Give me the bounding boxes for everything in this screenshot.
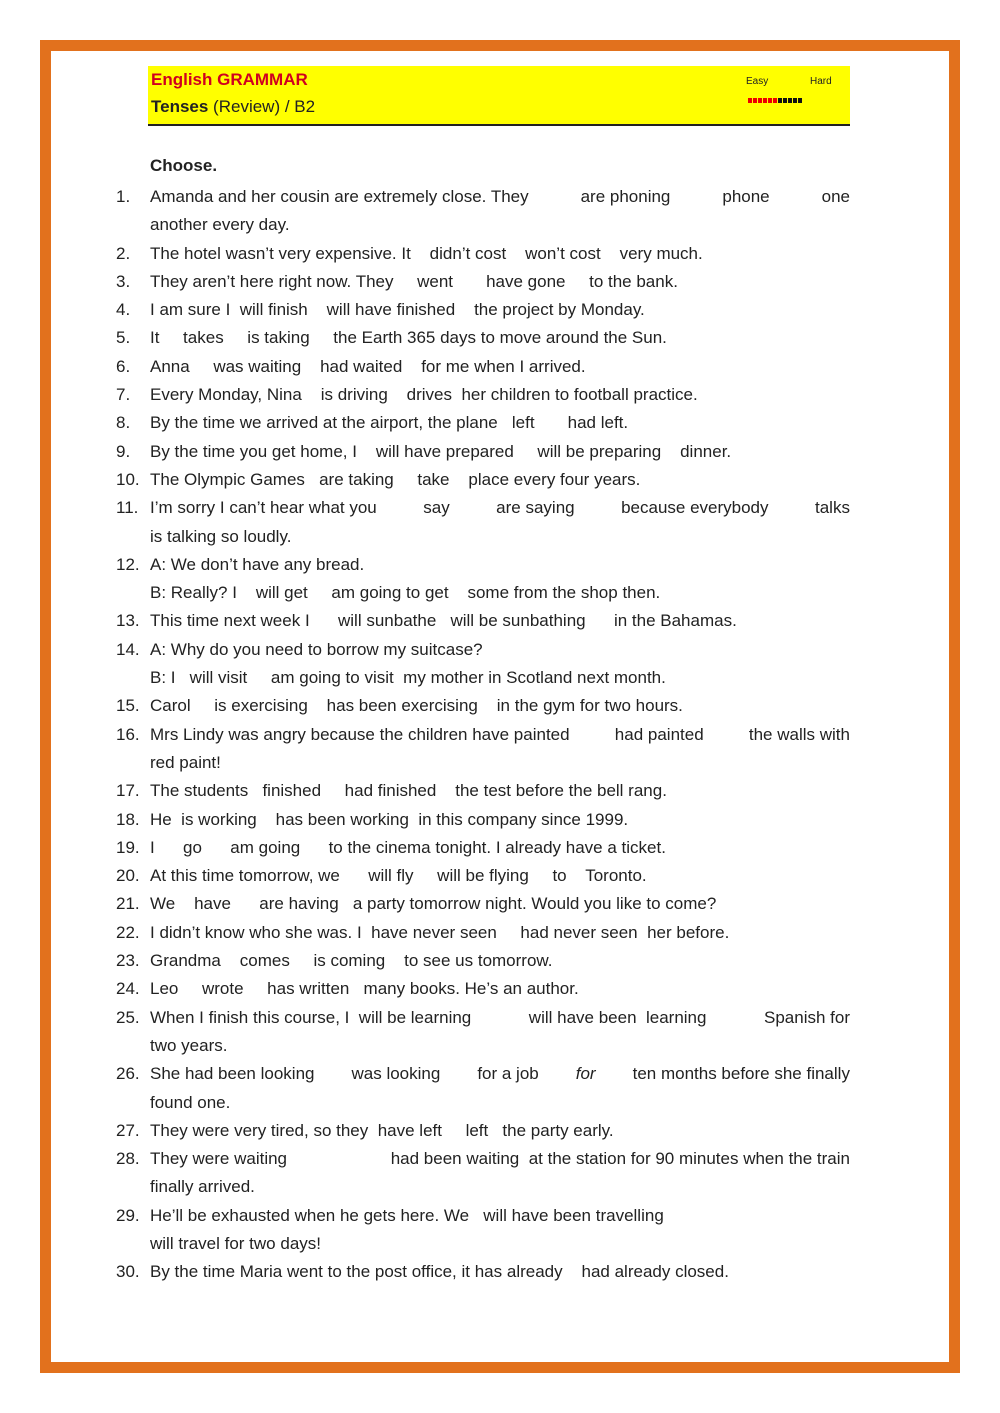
question-segment: She had been looking — [150, 1064, 315, 1084]
question-line — [150, 947, 850, 975]
question-segment: This time next week I will sunbathe will be sunbathing in the Bahamas. — [150, 611, 737, 631]
question-segment: Mrs Lindy was angry because the children have painted — [150, 724, 570, 744]
question-segment: the walls with — [748, 724, 850, 744]
question-number: 8. — [116, 413, 131, 433]
question-text — [150, 777, 850, 805]
question-line — [150, 862, 850, 890]
question-line — [150, 636, 850, 664]
question-text — [150, 438, 850, 466]
question-segment: will have been learning — [528, 1007, 707, 1027]
easy-label: Easy — [746, 76, 769, 87]
question-number: 28. — [116, 1149, 140, 1169]
question-text — [150, 381, 850, 409]
question-segment: phone — [722, 187, 770, 206]
question-item — [116, 296, 850, 324]
question-segment: ten months before she finally — [632, 1064, 850, 1084]
question-line — [150, 551, 850, 579]
question-segment: Carol is exercising has been exercising in the gym for two hours. — [150, 696, 683, 716]
question-segment: are phoning — [580, 187, 671, 206]
question-segment: Grandma comes is coming to see us tomorrow. — [150, 951, 553, 971]
question-segment: By the time Maria went to the post office, it has already had already closed. — [150, 1262, 729, 1282]
question-segment: A: Why do you need to borrow my suitcase? — [150, 639, 483, 659]
question-number: 27. — [116, 1120, 140, 1140]
question-line — [150, 1173, 850, 1201]
question-item — [116, 834, 850, 862]
question-segment: They were very tired, so they have left left the party early. — [150, 1120, 614, 1140]
question-number: 18. — [116, 809, 140, 829]
question-line — [150, 523, 850, 551]
question-line — [150, 1060, 850, 1088]
question-text — [150, 834, 850, 862]
difficulty-square — [768, 98, 772, 103]
question-text — [150, 268, 850, 296]
difficulty-square — [758, 98, 762, 103]
question-segment: Anna was waiting had waited for me when I arrived. — [150, 356, 586, 376]
question-number: 9. — [116, 441, 131, 461]
question-segment: was looking — [351, 1064, 441, 1084]
instruction: Choose. — [150, 156, 218, 175]
question-segment: I go am going to the cinema tonight. I already have a ticket. — [150, 837, 666, 857]
question-line — [150, 579, 850, 607]
question-item — [116, 692, 850, 720]
question-number: 25. — [116, 1007, 140, 1027]
question-item — [116, 183, 850, 240]
question-text — [150, 296, 850, 324]
question-text — [150, 494, 850, 551]
header-subtitle — [151, 97, 315, 117]
question-number: 15. — [116, 696, 140, 716]
question-item — [116, 721, 850, 778]
question-text — [150, 636, 850, 693]
question-line — [150, 1258, 850, 1286]
question-item — [116, 636, 850, 693]
difficulty-scale — [748, 98, 802, 103]
question-number: 11. — [116, 498, 139, 518]
question-segment: had painted — [614, 724, 704, 744]
question-line — [150, 1004, 850, 1032]
header-title: English GRAMMAR — [151, 70, 308, 89]
question-segment: The Olympic Games are taking take place every four years. — [150, 469, 641, 489]
worksheet-header — [148, 66, 850, 126]
question-text — [150, 409, 850, 437]
difficulty-square — [793, 98, 797, 103]
question-item — [116, 1060, 850, 1117]
question-number: 19. — [116, 837, 140, 857]
question-segment: are saying — [496, 498, 575, 518]
question-segment: We have are having a party tomorrow night. Would you like to come? — [150, 894, 717, 914]
question-text — [150, 947, 850, 975]
question-segment: He’ll be exhausted when he gets here. We will have been travelling — [150, 1205, 664, 1225]
question-item — [116, 1145, 850, 1202]
question-item — [116, 1258, 850, 1286]
question-item — [116, 466, 850, 494]
question-line — [150, 494, 850, 522]
question-text — [150, 806, 850, 834]
question-segment: another every day. — [150, 215, 290, 235]
question-line — [150, 806, 850, 834]
question-segment: They aren’t here right now. They went have gone to the bank. — [150, 271, 678, 291]
question-line — [150, 438, 850, 466]
question-number: 1. — [116, 187, 131, 206]
question-segment: found one. — [150, 1092, 231, 1112]
question-line — [150, 1230, 850, 1258]
question-segment: By the time you get home, I will have prepared will be preparing dinner. — [150, 441, 732, 461]
question-text — [150, 1202, 850, 1259]
difficulty-square — [778, 98, 782, 103]
question-number: 7. — [116, 385, 131, 405]
question-item — [116, 353, 850, 381]
question-number: 17. — [116, 781, 140, 801]
question-segment: Every Monday, Nina is driving drives her children to football practice. — [150, 385, 698, 405]
question-line — [150, 353, 850, 381]
question-segment: talks — [814, 498, 850, 518]
question-text — [150, 466, 850, 494]
question-line — [150, 664, 850, 692]
question-line — [150, 607, 850, 635]
question-number: 23. — [116, 951, 140, 971]
question-line — [150, 1032, 850, 1060]
question-segment: will travel for two days! — [150, 1233, 321, 1253]
question-number: 26. — [116, 1064, 140, 1084]
question-line — [150, 975, 850, 1003]
question-item — [116, 975, 850, 1003]
question-text — [150, 919, 850, 947]
question-text — [150, 1060, 850, 1117]
question-segment: had been waiting at the station for 90 minutes when the train — [390, 1149, 850, 1169]
question-number: 5. — [116, 328, 131, 348]
question-text — [150, 1258, 850, 1286]
question-item — [116, 1004, 850, 1061]
question-text — [150, 1004, 850, 1061]
question-text — [150, 862, 850, 890]
question-line — [150, 919, 850, 947]
question-line — [150, 777, 850, 805]
difficulty-square — [773, 98, 777, 103]
question-text — [150, 975, 850, 1003]
question-segment: for a job — [477, 1064, 539, 1084]
subtitle-topic: Tenses — [151, 97, 209, 116]
question-number: 12. — [116, 554, 140, 574]
hard-label: Hard — [810, 76, 832, 87]
question-text — [150, 607, 850, 635]
question-item — [116, 1117, 850, 1145]
question-number: 4. — [116, 300, 131, 320]
question-segment: Amanda and her cousin are extremely close. They — [150, 187, 529, 206]
question-segment: is talking so loudly. — [150, 526, 292, 546]
question-item — [116, 438, 850, 466]
question-number: 24. — [116, 979, 140, 999]
question-line — [150, 466, 850, 494]
question-number: 29. — [116, 1205, 140, 1225]
question-item — [116, 381, 850, 409]
question-segment: one — [821, 187, 850, 206]
question-segment: They were waiting — [150, 1149, 288, 1169]
question-number: 30. — [116, 1262, 140, 1282]
question-line — [150, 749, 850, 777]
question-item — [116, 862, 850, 890]
question-line — [150, 324, 850, 352]
question-text — [150, 240, 850, 268]
question-item — [116, 268, 850, 296]
question-segment: A: We don’t have any bread. — [150, 554, 365, 574]
question-item — [116, 240, 850, 268]
question-item — [116, 551, 850, 608]
question-segment: finally arrived. — [150, 1177, 255, 1197]
question-text — [150, 890, 850, 918]
question-number: 16. — [116, 724, 140, 744]
question-segment: By the time we arrived at the airport, the plane left had left. — [150, 413, 629, 433]
question-item — [116, 324, 850, 352]
question-line — [150, 834, 850, 862]
question-line — [150, 1117, 850, 1145]
question-line — [150, 890, 850, 918]
question-segment: Leo wrote has written many books. He’s an author. — [150, 979, 579, 999]
question-line — [150, 183, 850, 211]
question-text — [150, 324, 850, 352]
question-line — [150, 692, 850, 720]
question-item — [116, 777, 850, 805]
question-number: 20. — [116, 866, 140, 886]
question-line — [150, 211, 850, 239]
difficulty-square — [783, 98, 787, 103]
question-segment: because everybody — [621, 498, 769, 518]
difficulty-square — [763, 98, 767, 103]
question-item — [116, 1202, 850, 1259]
question-segment: B: I will visit am going to visit my mother in Scotland next month. — [150, 668, 666, 688]
question-segment: He is working has been working in this company since 1999. — [150, 809, 629, 829]
question-segment: The hotel wasn’t very expensive. It didn’t cost won’t cost very much. — [150, 243, 703, 263]
question-number: 21. — [116, 894, 140, 914]
question-segment: It takes is taking the Earth 365 days to move around the Sun. — [150, 328, 667, 348]
question-number: 10. — [116, 469, 140, 489]
question-line — [150, 1145, 850, 1173]
question-number: 6. — [116, 356, 131, 376]
question-text — [150, 692, 850, 720]
question-item — [116, 806, 850, 834]
question-number: 13. — [116, 611, 140, 631]
question-segment: I am sure I will finish will have finished the project by Monday. — [150, 300, 645, 320]
question-line — [150, 1089, 850, 1117]
question-segment: Spanish for — [764, 1007, 850, 1027]
question-line — [150, 381, 850, 409]
question-text — [150, 353, 850, 381]
question-item — [116, 607, 850, 635]
question-number: 22. — [116, 922, 140, 942]
question-segment: The students finished had finished the test before the bell rang. — [150, 781, 667, 801]
question-line — [150, 409, 850, 437]
question-item — [116, 409, 850, 437]
question-number: 14. — [116, 639, 140, 659]
subtitle-level: (Review) / B2 — [208, 97, 316, 116]
question-item — [116, 890, 850, 918]
question-line — [150, 1202, 850, 1230]
question-line — [150, 296, 850, 324]
question-segment: I’m sorry I can’t hear what you — [150, 498, 377, 518]
question-text — [150, 183, 850, 240]
question-number: 3. — [116, 271, 131, 291]
question-line — [150, 240, 850, 268]
question-number: 2. — [116, 243, 131, 263]
question-list — [116, 183, 850, 1287]
question-segment: At this time tomorrow, we will fly will be flying to Toronto. — [150, 866, 647, 886]
question-text — [150, 1117, 850, 1145]
difficulty-square — [788, 98, 792, 103]
question-segment: B: Really? I will get am going to get some from the shop then. — [150, 583, 661, 603]
question-text — [150, 721, 850, 778]
question-segment: red paint! — [150, 752, 221, 772]
question-item — [116, 494, 850, 551]
question-segment: say — [423, 498, 450, 518]
question-text — [150, 551, 850, 608]
question-line — [150, 268, 850, 296]
difficulty-square — [798, 98, 802, 103]
question-text — [150, 1145, 850, 1202]
question-line — [150, 721, 850, 749]
difficulty-square — [748, 98, 752, 103]
question-item — [116, 947, 850, 975]
question-segment: for — [575, 1064, 596, 1084]
question-segment: I didn’t know who she was. I have never seen had never seen her before. — [150, 922, 730, 942]
question-segment: When I finish this course, I will be learning — [150, 1007, 472, 1027]
difficulty-square — [753, 98, 757, 103]
question-segment: two years. — [150, 1035, 228, 1055]
question-item — [116, 919, 850, 947]
